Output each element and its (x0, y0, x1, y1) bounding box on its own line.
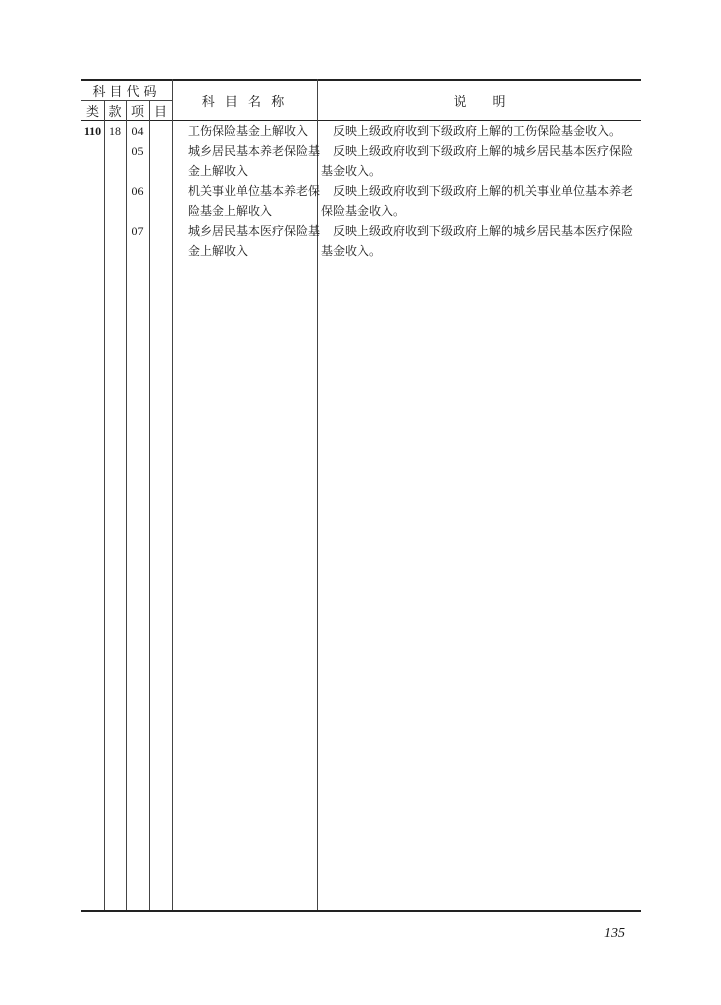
header-desc: 说 明 (453, 94, 506, 110)
row-xiang-code: 05 (131, 144, 144, 158)
col-divider-code (172, 79, 173, 910)
row-xiang-code: 04 (131, 124, 144, 138)
header-mu: 目 (153, 105, 167, 120)
header-code-group: 科目代码 (92, 84, 161, 100)
category-lei-code: 110 (83, 124, 102, 138)
row-name: 城乡居民基本医疗保险基金上解收入 (188, 224, 321, 258)
row-xiang-code: 06 (131, 184, 144, 198)
col-divider-lei (104, 101, 105, 910)
category-kuan-code: 18 (109, 124, 121, 138)
bottom-rule (81, 910, 641, 912)
page-number: 135 (604, 926, 625, 941)
row-description: 反映上级政府收到下级政府上解的工伤保险基金收入。 (321, 124, 622, 138)
col-divider-xiang (149, 101, 150, 910)
row-description: 反映上级政府收到下级政府上解的机关事业单位基本养老保险基金收入。 (321, 184, 634, 218)
row-description: 反映上级政府收到下级政府上解的城乡居民基本医疗保险基金收入。 (321, 224, 634, 258)
header-name: 科 目 名 称 (201, 94, 288, 110)
header-xiang: 项 (130, 105, 144, 120)
header-lei: 类 (85, 105, 99, 120)
row-name: 工伤保险基金上解收入 (188, 124, 309, 138)
row-name: 城乡居民基本养老保险基金上解收入 (188, 144, 321, 178)
row-xiang-code: 07 (131, 224, 144, 238)
row-description: 反映上级政府收到下级政府上解的城乡居民基本医疗保险基金收入。 (321, 144, 634, 178)
account-table (81, 79, 641, 912)
header-kuan: 款 (108, 105, 122, 120)
row-name: 机关事业单位基本养老保险基金上解收入 (188, 184, 321, 218)
